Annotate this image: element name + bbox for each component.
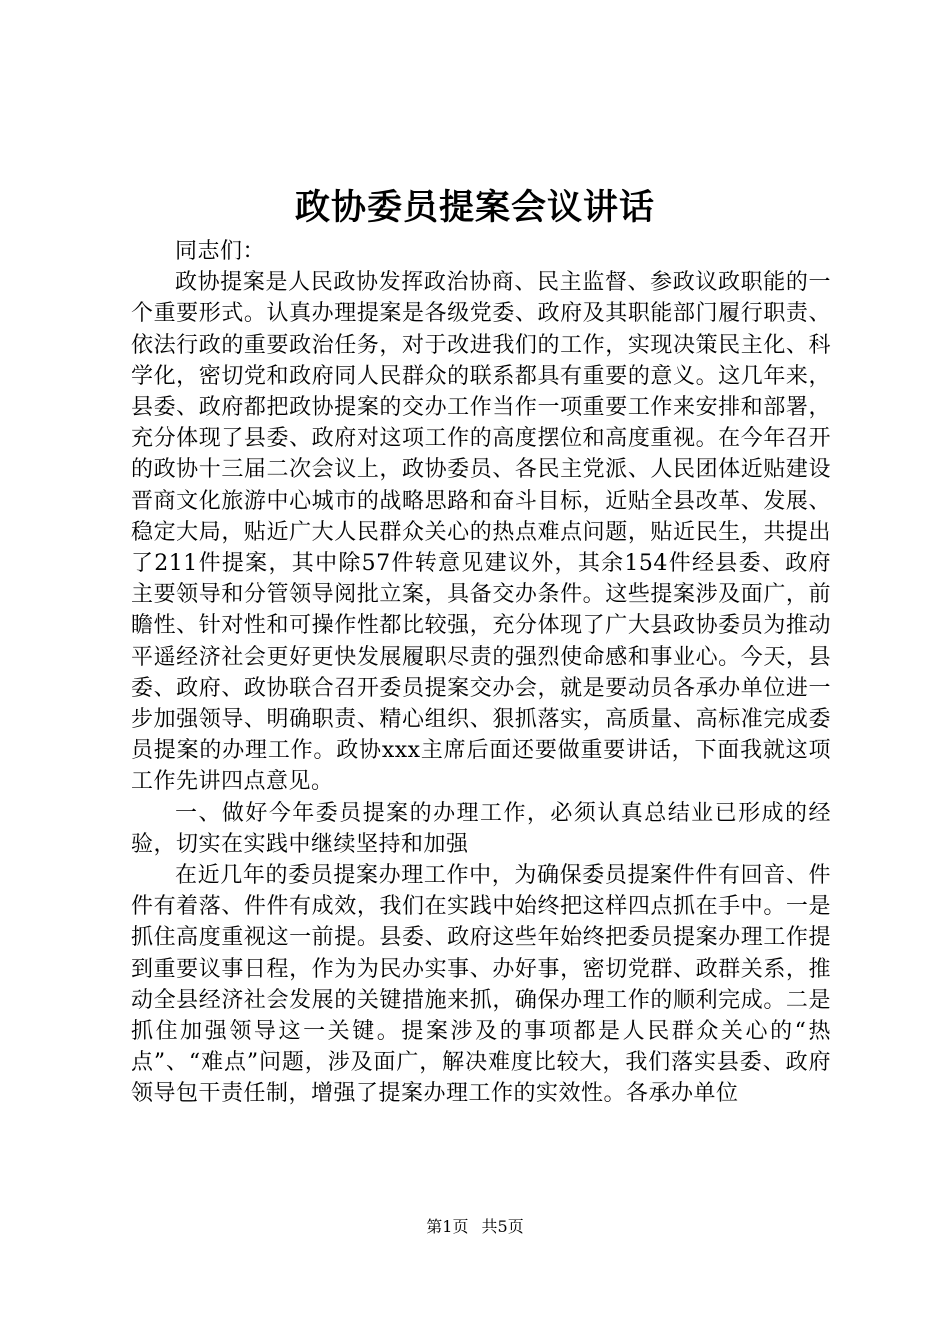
paragraph-section-1: 在近几年的委员提案办理工作中，为确保委员提案件件有回音、件件有着落、件件有成效，我们在实践中始终把这样四点抓在手中。一是抓住高度重视这一前提。县委、政府这些年始终把委员提案办理工作提到重要议事日程，作为为民办实事、办好事，密切党群、政群关系，推动全县经济社会发展的关键措施来抓，确保办理工作的顺利完成。二是抓住加强领导这一关键。提案涉及的事项都是人民群众关心的“热点”、“难点”问题，涉及面广，解决难度比较大，我们落实县委、政府领导包干责任制，增强了提案办理工作的实效性。各承办单位 <box>131 863 831 1107</box>
section-heading-1: 一、做好今年委员提案的办理工作，必须认真总结业已形成的经验，切实在实践中继续坚持和加强 <box>131 800 831 857</box>
document-body <box>131 236 831 1110</box>
page-footer <box>0 1216 950 1238</box>
document-title: 政协委员提案会议讲话 <box>294 187 655 228</box>
paragraph-intro: 政协提案是人民政协发挥政治协商、民主监督、参政议政职能的一个重要形式。认真办理提案是各级党委、政府及其职能部门履行职责、依法行政的重要政治任务，对于改进我们的工作，实现决策民主化、科学化，密切党和政府同人民群众的联系都具有重要的意义。这几年来，县委、政府都把政协提案的交办工作当作一项重要工作来安排和部署，充分体现了县委、政府对这项工作的高度摆位和高度重视。在今年召开的政协十三届二次会议上，政协委员、各民主党派、人民团体近贴建设晋商文化旅游中心城市的战略思路和奋斗目标，近贴全县改革、发展、稳定大局，贴近广大人民群众关心的热点难点问题，贴近民生，共提出了211件提案，其中除57件转意见建议外，其余154件经县委、政府主要领导和分管领导阅批立案，具备交办条件。这些提案涉及面广，前瞻性、针对性和可操作性都比较强，充分体现了广大县政协委员为推动平遥经济社会更好更快发展履职尽责的强烈使命感和事业心。今天，县委、政府、政协联合召开委员提案交办会，就是要动员各承办单位进一步加强领导、明确职责、精心组织、狠抓落实，高质量、高标准完成委员提案的办理工作。政协xxx主席后面还要做重要讲话，下面我就这项工作先讲四点意见。 <box>131 270 831 795</box>
page-number: 第1页 <box>426 1217 469 1236</box>
page-total: 共5页 <box>481 1217 524 1236</box>
salutation: 同志们： <box>175 239 266 264</box>
